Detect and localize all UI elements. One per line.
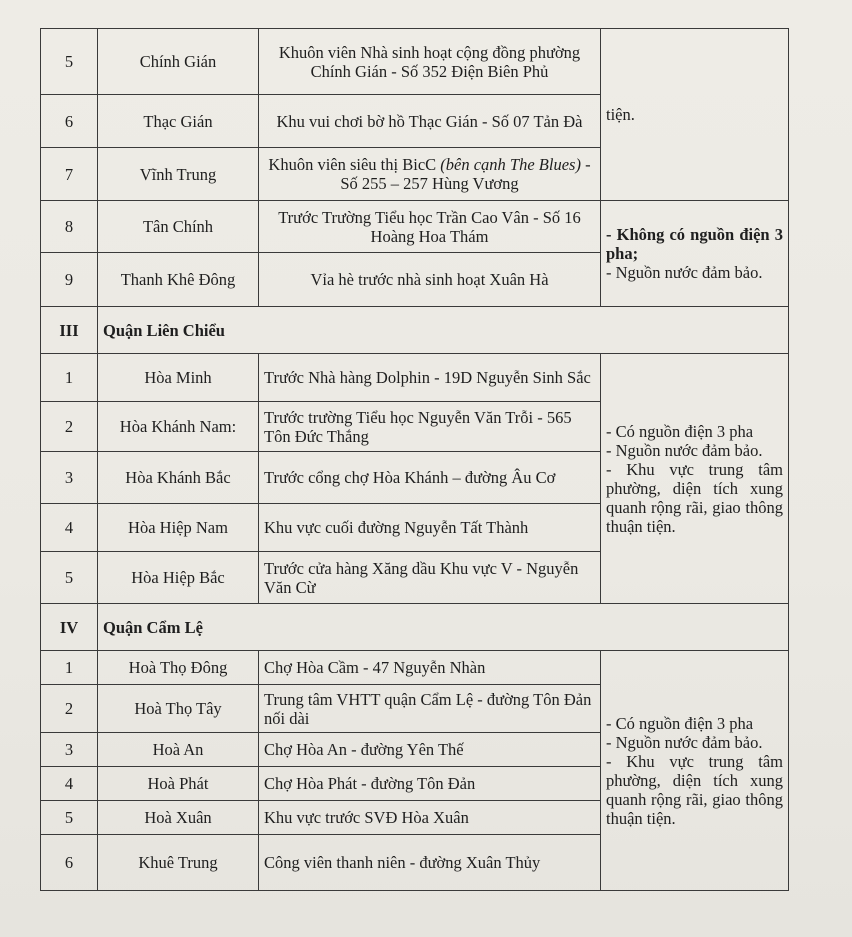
table-row: [41, 354, 789, 402]
table-row: [41, 29, 789, 95]
ward-name: Chính Gián: [98, 29, 259, 95]
table-row: [41, 201, 789, 253]
row-number: 3: [41, 452, 98, 504]
location-cell: Khuôn viên siêu thị BicC (bên cạnh The Blues) - Số 255 – 257 Hùng Vương: [259, 148, 601, 201]
notes-cell: - Có nguồn điện 3 pha - Nguồn nước đảm bảo. - Khu vực trung tâm phường, diện tích xung quanh rộng rãi, giao thông thuận tiện.: [601, 651, 789, 891]
section-number: III: [41, 307, 98, 354]
section-title: Quận Cẩm Lệ: [98, 604, 789, 651]
ward-name: Hòa Hiệp Nam: [98, 504, 259, 552]
ward-name: Hòa Minh: [98, 354, 259, 402]
ward-name: Hoà Thọ Đông: [98, 651, 259, 685]
location-cell: Chợ Hòa Cầm - 47 Nguyễn Nhàn: [259, 651, 601, 685]
notes-cell: [601, 29, 789, 201]
ward-name: Hòa Hiệp Bắc: [98, 552, 259, 604]
location-cell: Khu vực cuối đường Nguyễn Tất Thành: [259, 504, 601, 552]
row-number: 5: [41, 552, 98, 604]
ward-name: Vĩnh Trung: [98, 148, 259, 201]
section-title: Quận Liên Chiểu: [98, 307, 789, 354]
row-number: 5: [41, 801, 98, 835]
row-number: 4: [41, 767, 98, 801]
location-cell: Khu vực trước SVĐ Hòa Xuân: [259, 801, 601, 835]
location-cell: Trung tâm VHTT quận Cẩm Lệ - đường Tôn Đản nối dài: [259, 685, 601, 733]
location-cell: Vỉa hè trước nhà sinh hoạt Xuân Hà: [259, 253, 601, 307]
row-number: 4: [41, 504, 98, 552]
row-number: 7: [41, 148, 98, 201]
location-cell: Trước cửa hàng Xăng dầu Khu vực V - Nguyễn Văn Cừ: [259, 552, 601, 604]
row-number: 1: [41, 651, 98, 685]
location-cell: Chợ Hòa An - đường Yên Thế: [259, 733, 601, 767]
ward-name: Tân Chính: [98, 201, 259, 253]
ward-name: Hòa Khánh Nam:: [98, 402, 259, 452]
notes-cell: - Không có nguồn điện 3 pha; - Nguồn nước đảm bảo.: [601, 201, 789, 307]
ward-name: Hoà Phát: [98, 767, 259, 801]
row-number: 5: [41, 29, 98, 95]
location-cell: Công viên thanh niên - đường Xuân Thủy: [259, 835, 601, 891]
ward-name: Khuê Trung: [98, 835, 259, 891]
location-cell: Chợ Hòa Phát - đường Tôn Đản: [259, 767, 601, 801]
location-cell: Trước Nhà hàng Dolphin - 19D Nguyễn Sinh Sắc: [259, 354, 601, 402]
row-number: 6: [41, 95, 98, 148]
row-number: 8: [41, 201, 98, 253]
row-number: 2: [41, 685, 98, 733]
row-number: 6: [41, 835, 98, 891]
location-cell: Khu vui chơi bờ hồ Thạc Gián - Số 07 Tản Đà: [259, 95, 601, 148]
notes-cell: - Có nguồn điện 3 pha - Nguồn nước đảm bảo. - Khu vực trung tâm phường, diện tích xung quanh rộng rãi, giao thông thuận tiện.: [601, 354, 789, 604]
location-cell: Trước trường Tiểu học Nguyễn Văn Trỗi - 565 Tôn Đức Thắng: [259, 402, 601, 452]
ward-name: Hoà An: [98, 733, 259, 767]
table-row: [41, 651, 789, 685]
location-cell: Trước cổng chợ Hòa Khánh – đường Âu Cơ: [259, 452, 601, 504]
location-table: [40, 28, 789, 891]
row-number: 1: [41, 354, 98, 402]
location-cell: Khuôn viên Nhà sinh hoạt cộng đồng phường Chính Gián - Số 352 Điện Biên Phủ: [259, 29, 601, 95]
section-number: IV: [41, 604, 98, 651]
row-number: 9: [41, 253, 98, 307]
section-header: [41, 604, 789, 651]
section-header: [41, 307, 789, 354]
location-cell: Trước Trường Tiểu học Trần Cao Vân - Số 16 Hoàng Hoa Thám: [259, 201, 601, 253]
ward-name: Hoà Xuân: [98, 801, 259, 835]
ward-name: Hoà Thọ Tây: [98, 685, 259, 733]
ward-name: Thanh Khê Đông: [98, 253, 259, 307]
note-text: tiện.: [606, 105, 635, 124]
ward-name: Thạc Gián: [98, 95, 259, 148]
ward-name: Hòa Khánh Bắc: [98, 452, 259, 504]
row-number: 2: [41, 402, 98, 452]
row-number: 3: [41, 733, 98, 767]
